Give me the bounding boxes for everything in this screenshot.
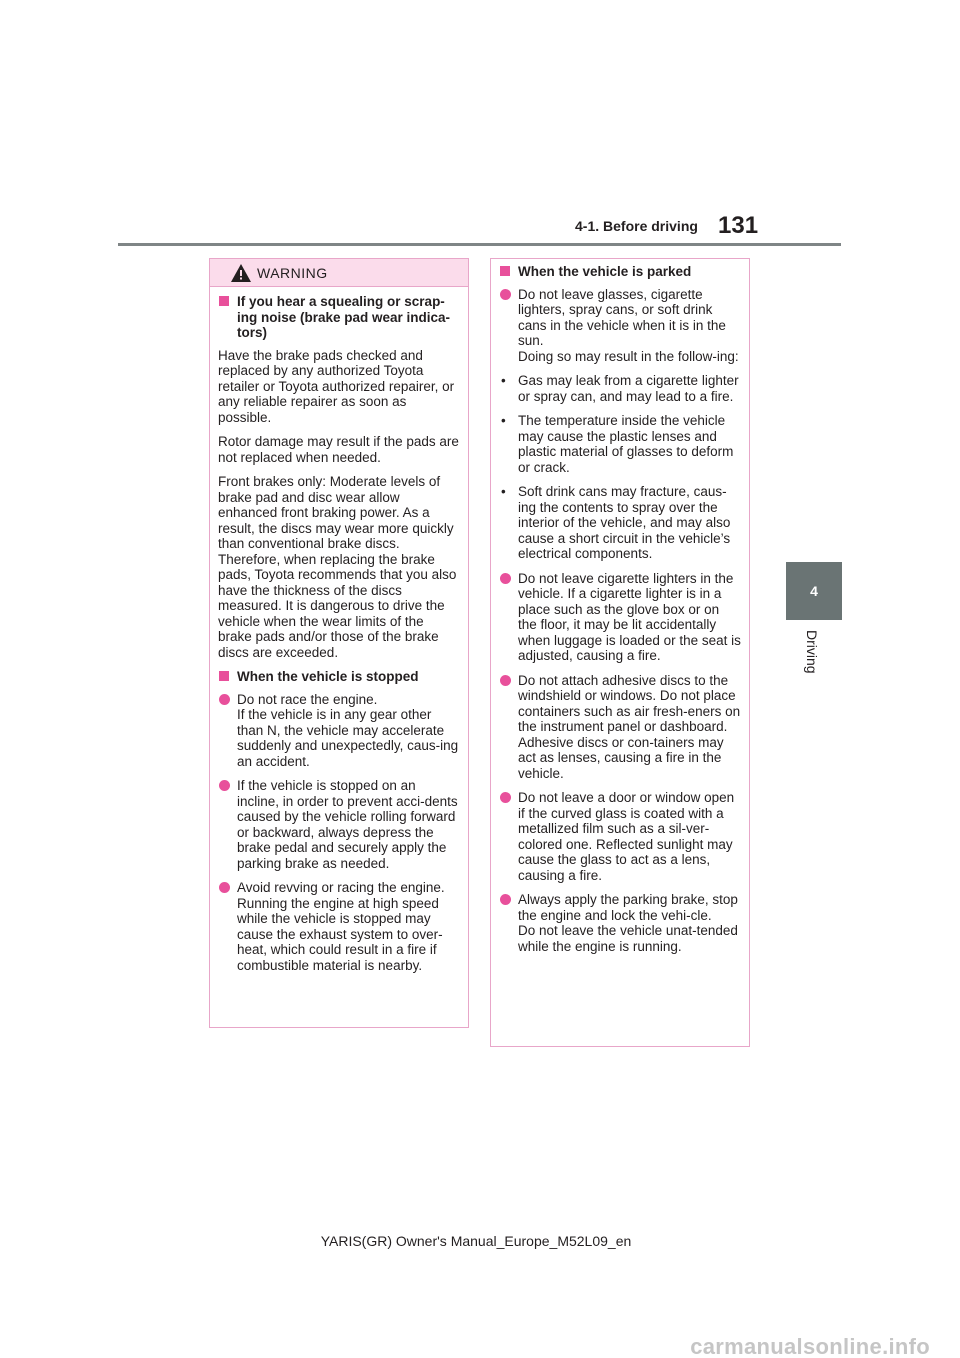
list-item bbox=[218, 880, 460, 973]
warning-title: WARNING bbox=[257, 265, 328, 281]
list-item bbox=[218, 778, 460, 871]
subsection-heading-text: When the vehicle is parked bbox=[518, 264, 692, 279]
subsection-heading bbox=[218, 669, 460, 685]
warning-box-continued bbox=[490, 258, 750, 1047]
sub-list-item bbox=[499, 484, 741, 562]
list-item-text: Do not race the engine. If the vehicle is in any gear other than N, the vehicle may accelerate suddenly and unexpectedly, caus-ing an accident. bbox=[237, 691, 459, 769]
round-bullet-icon bbox=[500, 792, 511, 803]
round-bullet-icon bbox=[500, 289, 511, 300]
list-item bbox=[218, 692, 460, 770]
watermark-link[interactable]: carmanualsonline.info bbox=[690, 1334, 930, 1358]
sub-list-item-text: The temperature inside the vehicle may cause the plastic lenses and plastic material of glasses to deform or crack. bbox=[518, 413, 734, 475]
chapter-tab-number: 4 bbox=[786, 562, 842, 620]
list-item-text: Do not leave glasses, cigarette lighters, spray cans, or soft drink cans in the vehicle when it is in the sun. Doing so may result in the follow-ing: bbox=[518, 286, 739, 364]
paragraph: Have the brake pads checked and replaced by any authorized Toyota retailer or Toyota authorized repairer, or any reliable repairer as soon as possible. bbox=[218, 347, 455, 425]
paragraph: Front brakes only: Moderate levels of brake pad and disc wear allow enhanced front braking power. As a result, the discs may wear more quickly than conventional brake discs. Therefore, when replacing the brake pads, Toyota recommends that you also have the thickness of the discs measured. It is dangerous to drive the vehicle when the wear limits of the brake pads and/or those of the brake discs are exceeded. bbox=[218, 474, 457, 660]
warning-header bbox=[210, 259, 468, 287]
subsection-heading-text: If you hear a squealing or scrap-ing noise (brake pad wear indica-tors) bbox=[237, 294, 451, 340]
page-number: 131 bbox=[718, 212, 759, 239]
round-bullet-icon bbox=[500, 894, 511, 905]
list-item-text: Do not attach adhesive discs to the windshield or windows. Do not place containers such as air fresh-eners on the instrument panel or dashboard. Adhesive discs or con-tainers may act as lenses, causing a fire in the vehicle. bbox=[518, 672, 741, 781]
list-item-text: Always apply the parking brake, stop the engine and lock the vehi-cle. Do not leave the vehicle unat-tended while the engine is running. bbox=[518, 892, 738, 954]
dot-marker: • bbox=[501, 413, 506, 428]
warning-content-left bbox=[218, 294, 460, 982]
sub-list-item-text: Gas may leak from a cigarette lighter or spray can, and may lead to a fire. bbox=[518, 373, 739, 404]
round-bullet-icon bbox=[500, 573, 511, 584]
dot-marker: • bbox=[501, 373, 506, 388]
list-item bbox=[499, 790, 741, 883]
list-item bbox=[499, 892, 741, 954]
square-bullet-icon bbox=[219, 671, 229, 681]
list-item bbox=[499, 673, 741, 782]
header-divider bbox=[118, 243, 841, 246]
page-footer bbox=[0, 1233, 960, 1249]
warning-triangle-icon bbox=[230, 263, 252, 283]
subsection-heading-text: When the vehicle is stopped bbox=[237, 669, 419, 684]
round-bullet-icon bbox=[500, 675, 511, 686]
list-item-text: Avoid revving or racing the engine. Running the engine at high speed while the vehicle is stopped may cause the exhaust system to over-heat, which could result in a fire if combustible material is nearby. bbox=[237, 880, 445, 973]
footer-text: YARIS(GR) Owner's Manual_Europe_M52L09_en bbox=[320, 1233, 632, 1249]
sub-list-item bbox=[499, 373, 741, 404]
square-bullet-icon bbox=[219, 296, 229, 306]
list-item bbox=[499, 571, 741, 664]
list-item bbox=[499, 287, 741, 365]
round-bullet-icon bbox=[219, 882, 230, 893]
warning-content-right bbox=[499, 264, 741, 963]
chapter-tab-label bbox=[786, 626, 842, 686]
round-bullet-icon bbox=[219, 694, 230, 705]
subsection-heading bbox=[218, 294, 460, 341]
section-title: 4-1. Before driving bbox=[575, 218, 698, 234]
list-item-text: Do not leave cigarette lighters in the vehicle. If a cigarette lighter is in a place such as the glove box or on the floor, it may be lit accidentally when luggage is loaded or the seat is adjusted, causing a fire. bbox=[518, 570, 741, 663]
watermark-bar bbox=[0, 1334, 960, 1358]
chapter-tab-label-text: Driving bbox=[804, 630, 820, 674]
list-item-text: If the vehicle is stopped on an incline, in order to prevent acci-dents caused by the vehicle rolling forward or backward, always depress the brake pedal and securely apply the parking brake as needed. bbox=[237, 778, 458, 871]
square-bullet-icon bbox=[500, 266, 510, 276]
dot-marker: • bbox=[501, 484, 506, 499]
sub-list-item-text: Soft drink cans may fracture, caus-ing the contents to spray over the interior of the vehicle, and may also cause a short circuit in the vehicle’s electrical components. bbox=[518, 484, 731, 561]
list-item-text: Do not leave a door or window open if the curved glass is coated with a metallized film such as a sil-ver-colored one. Reflected sunlight may cause the glass to act as a lens, causing a fire. bbox=[518, 790, 735, 883]
paragraph: Rotor damage may result if the pads are not replaced when needed. bbox=[218, 434, 459, 465]
subsection-heading bbox=[499, 264, 741, 280]
round-bullet-icon bbox=[219, 780, 230, 791]
sub-list-item bbox=[499, 413, 741, 475]
warning-box bbox=[209, 258, 469, 1028]
